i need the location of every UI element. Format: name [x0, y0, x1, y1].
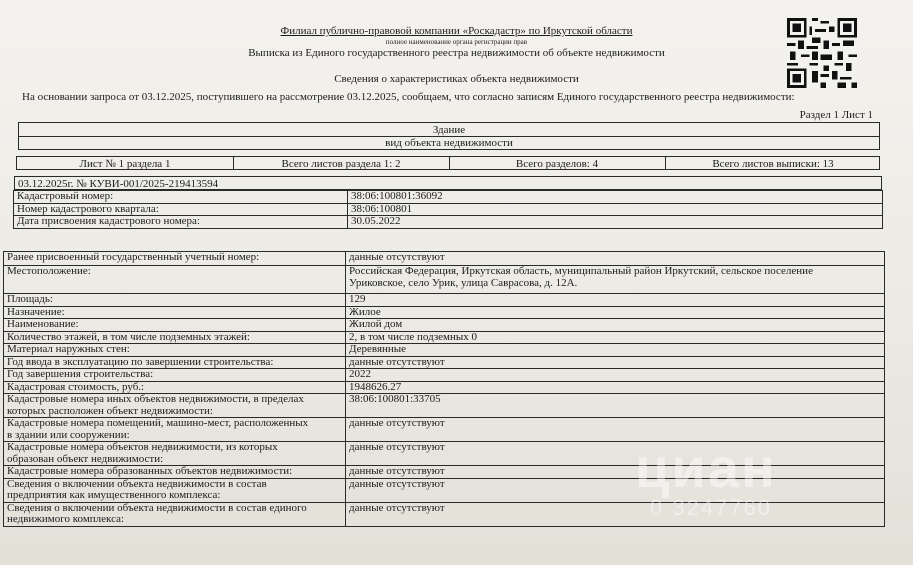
detail-label-line-2: предприятия как имущественного комплекса:	[7, 489, 221, 501]
detail-label-line-2: в здании или сооружении:	[7, 428, 130, 441]
quarter-number-value: 38:06:100801	[348, 203, 883, 216]
detail-value: данные отсутствуют	[346, 252, 885, 266]
detail-label-line-1: Сведения о включении объекта недвижимости в состав	[7, 477, 267, 490]
detail-label: Кадастровые номера образованных объектов недвижимости:	[4, 466, 346, 479]
table-row	[4, 319, 885, 332]
table-row	[4, 331, 885, 344]
detail-value: 2, в том числе подземных 0	[346, 331, 885, 344]
table-row	[14, 216, 883, 229]
detail-value: данные отсутствуют	[346, 442, 885, 466]
table-row	[14, 191, 883, 204]
detail-value: Деревянные	[346, 344, 885, 357]
detail-label: Наименование:	[4, 319, 346, 332]
cadastral-number-value: 38:06:100801:36092	[348, 191, 883, 204]
extract-title: Выписка из Единого государственного реестра недвижимости об объекте недвижимости	[248, 47, 665, 59]
detail-value: данные отсутствуют	[346, 356, 885, 369]
table-row	[4, 369, 885, 382]
sheets-row	[16, 156, 880, 170]
table-row	[4, 344, 885, 357]
detail-label	[4, 418, 346, 442]
table-row	[4, 294, 885, 307]
watermark-brand: циан	[635, 436, 777, 499]
detail-label: Год ввода в эксплуатацию по завершении строительства:	[4, 356, 346, 369]
basis-text: На основании запроса от 03.12.2025, поступившего на рассмотрение 03.12.2025, сообщаем, что согласно записям Единого государственного реестра недвижимости:	[22, 91, 795, 103]
assign-date-value: 30.05.2022	[348, 216, 883, 229]
assign-date-label: Дата присвоения кадастрового номера:	[14, 216, 348, 229]
detail-label	[4, 478, 346, 502]
object-type-note: вид объекта недвижимости	[385, 137, 513, 149]
detail-label-line-1: Сведения о включении объекта недвижимости в состав единого	[7, 501, 307, 514]
detail-value: Жилой дом	[346, 319, 885, 332]
detail-value: данные отсутствуют	[346, 502, 885, 526]
detail-value	[346, 266, 885, 294]
watermark-code: 0 3247760	[650, 495, 772, 520]
detail-label: Местоположение:	[4, 266, 346, 294]
detail-label	[4, 394, 346, 418]
detail-label-line-1: Кадастровые номера иных объектов недвижимости, в пределах	[7, 393, 304, 405]
table-row	[4, 356, 885, 369]
detail-label: Количество этажей, в том числе подземных этажей:	[4, 331, 346, 344]
object-type: Здание	[432, 124, 466, 136]
table-row	[4, 381, 885, 394]
detail-value: данные отсутствуют	[346, 478, 885, 502]
detail-value: 1948626.27	[346, 381, 885, 394]
sheets-total: Всего листов выписки: 13	[712, 158, 834, 170]
table-row	[4, 394, 885, 418]
quarter-number-label: Номер кадастрового квартала:	[14, 203, 348, 216]
detail-label: Год завершения строительства:	[4, 369, 346, 382]
qr-code-icon	[787, 18, 857, 88]
detail-label: Назначение:	[4, 306, 346, 319]
detail-value: 129	[346, 294, 885, 307]
sections-total: Всего разделов: 4	[515, 158, 599, 170]
subtitle: Сведения о характеристиках объекта недвижимости	[334, 73, 579, 85]
object-type-box	[18, 122, 880, 150]
section-label: Раздел 1 Лист 1	[799, 109, 873, 121]
doc-number-row	[14, 176, 882, 190]
detail-value: Жилое	[346, 306, 885, 319]
detail-label: Кадастровая стоимость, руб.:	[4, 381, 346, 394]
location-line-2: Уриковское, село Урик, улица Саврасова, д. 12А.	[349, 276, 578, 289]
detail-value: 38:06:100801:33705	[346, 394, 885, 418]
detail-value: данные отсутствуют	[346, 466, 885, 479]
table-row	[14, 203, 883, 216]
detail-label-line-2: недвижимого комплекса:	[7, 513, 125, 525]
table-row	[4, 266, 885, 294]
table-row	[4, 306, 885, 319]
id-table	[13, 190, 883, 229]
sheet-number: Лист № 1 раздела 1	[79, 158, 171, 170]
detail-label-line-2: которых расположен объект недвижимости:	[7, 404, 213, 417]
detail-value: данные отсутствуют	[346, 418, 885, 442]
detail-label	[4, 502, 346, 526]
detail-label: Материал наружных стен:	[4, 344, 346, 357]
doc-number: 03.12.2025г. № КУВИ-001/2025-219413594	[18, 178, 219, 190]
detail-label-line-2: образован объект недвижимости:	[7, 452, 164, 465]
location-line-1: Российская Федерация, Иркутская область, муниципальный район Иркутский, сельское поселение	[349, 265, 813, 277]
detail-label: Площадь:	[4, 294, 346, 307]
detail-label: Ранее присвоенный государственный учетный номер:	[4, 252, 346, 266]
organization-name: Филиал публично-правовой компании «Роскадастр» по Иркутской области	[280, 25, 633, 37]
detail-label-line-1: Кадастровые номера помещений, машино-мест, расположенных	[7, 417, 309, 429]
detail-value: 2022	[346, 369, 885, 382]
organization-note: полное наименование органа регистрации прав	[385, 38, 528, 46]
sheets-in-section: Всего листов раздела 1: 2	[281, 158, 401, 170]
detail-label-line-1: Кадастровые номера объектов недвижимости, из которых	[7, 441, 278, 453]
cadastral-number-label: Кадастровый номер:	[14, 191, 348, 204]
detail-label	[4, 442, 346, 466]
table-row	[4, 252, 885, 266]
